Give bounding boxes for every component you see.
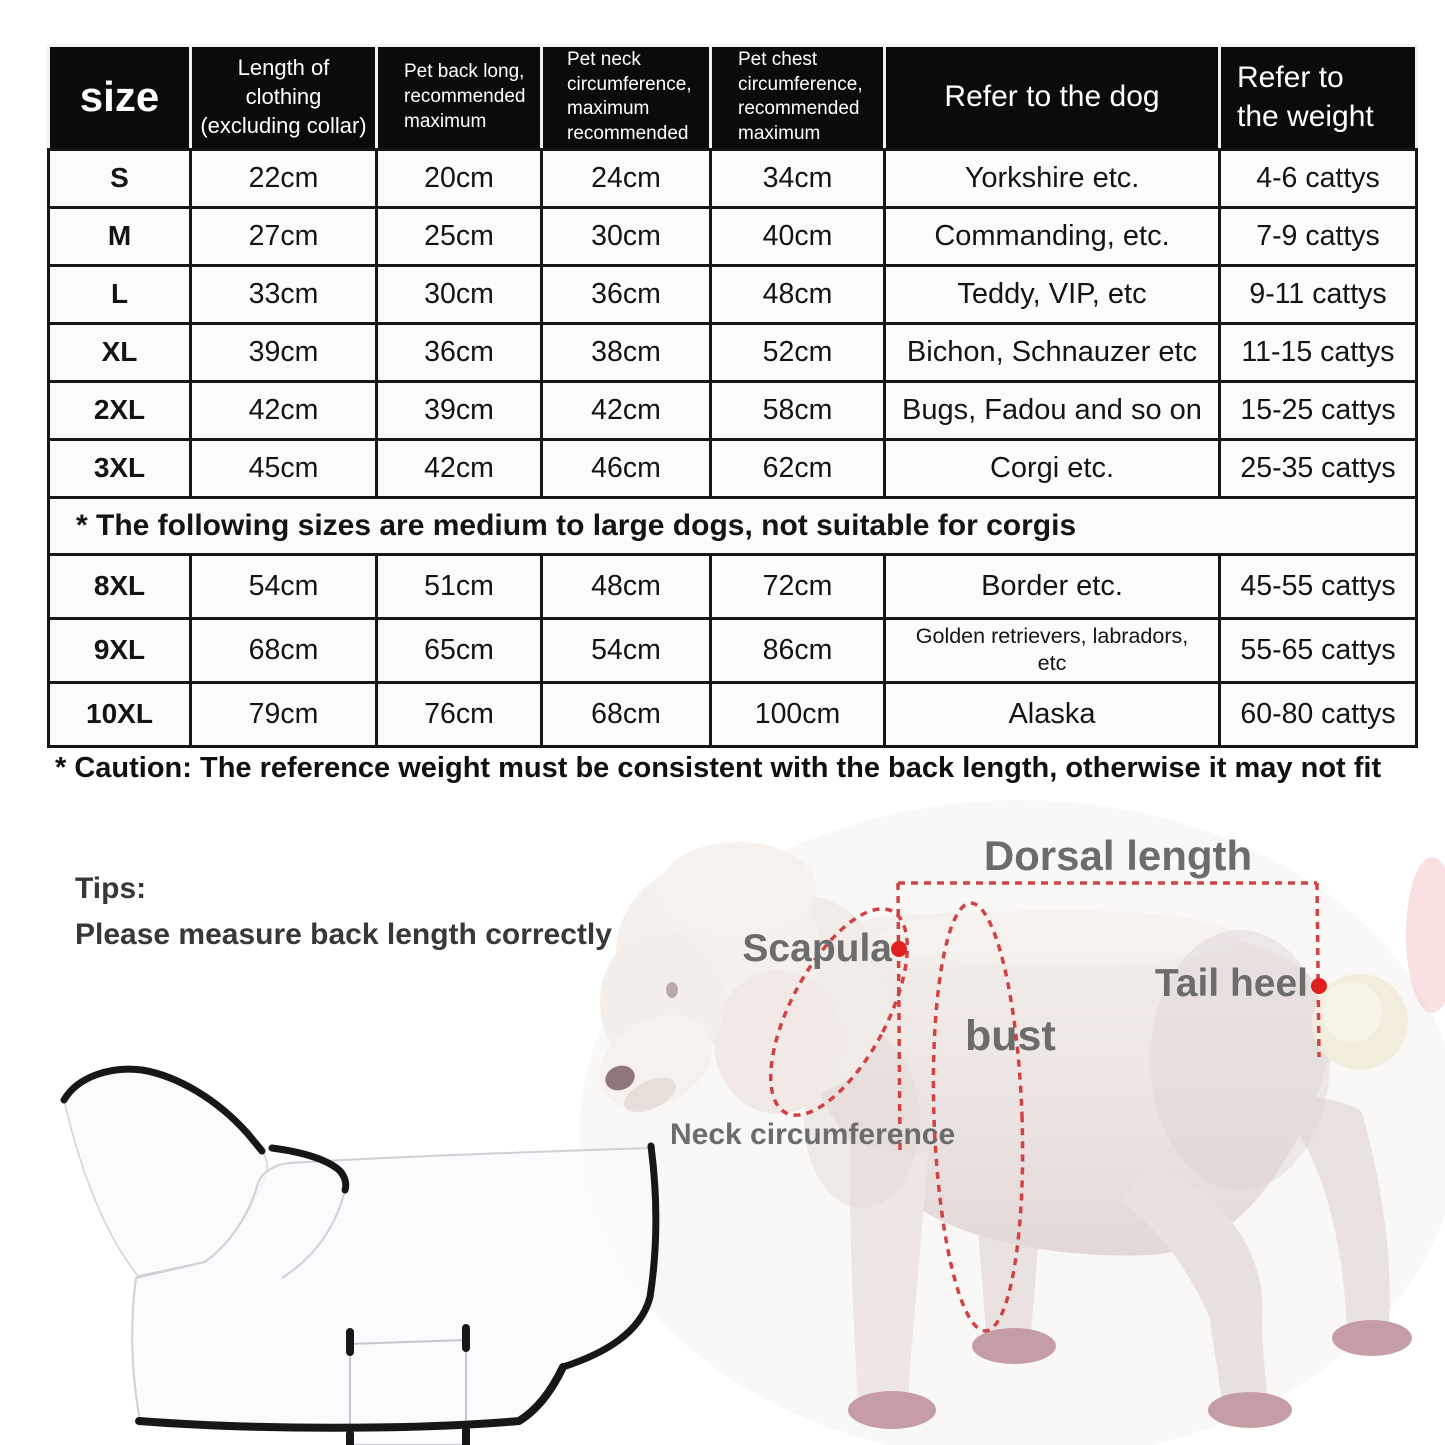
dog-eye xyxy=(666,982,678,998)
table-cell: 38cm xyxy=(542,323,711,381)
column-header-chest: Pet chest circumference, recommended maximum xyxy=(711,46,885,150)
table-cell: S xyxy=(49,149,191,207)
tail-heel-label: Tail heel xyxy=(1154,962,1308,1005)
table-cell: Teddy, VIP, etc xyxy=(885,265,1220,323)
dorsal-length-label: Dorsal length xyxy=(983,832,1253,879)
table-cell: 46cm xyxy=(542,439,711,497)
table-cell: 20cm xyxy=(377,149,542,207)
table-cell: M xyxy=(49,207,191,265)
table-cell: 3XL xyxy=(49,439,191,497)
raincoat-illustration xyxy=(64,1069,656,1445)
table-cell: 24cm xyxy=(542,149,711,207)
table-cell: 65cm xyxy=(377,618,542,682)
table-cell: Bugs, Fadou and so on xyxy=(885,381,1220,439)
table-cell: 39cm xyxy=(377,381,542,439)
table-cell: 54cm xyxy=(191,554,377,618)
table-cell: 11-15 cattys xyxy=(1220,323,1417,381)
column-header-length: Length of clothing (excluding collar) xyxy=(191,46,377,150)
table-cell: 25cm xyxy=(377,207,542,265)
tips-line: Please measure back length correctly xyxy=(75,918,612,951)
table-cell: 4-6 cattys xyxy=(1220,149,1417,207)
scapula-label: Scapula xyxy=(742,927,892,970)
table-cell: 39cm xyxy=(191,323,377,381)
table-cell: 42cm xyxy=(377,439,542,497)
table-cell: 22cm xyxy=(191,149,377,207)
table-cell: 30cm xyxy=(377,265,542,323)
table-cell: 45-55 cattys xyxy=(1220,554,1417,618)
table-cell: 45cm xyxy=(191,439,377,497)
table-cell: 7-9 cattys xyxy=(1220,207,1417,265)
table-cell: Border etc. xyxy=(885,554,1220,618)
table-cell: 30cm xyxy=(542,207,711,265)
neck-circumference-label: Neck circumference xyxy=(670,1118,956,1151)
table-cell: L xyxy=(49,265,191,323)
table-cell: 27cm xyxy=(191,207,377,265)
tail-heel-marker-dot xyxy=(1311,978,1327,994)
table-cell: 79cm xyxy=(191,682,377,746)
table-cell: 36cm xyxy=(377,323,542,381)
table-cell: 55-65 cattys xyxy=(1220,618,1417,682)
table-cell: 48cm xyxy=(542,554,711,618)
table-cell: 8XL xyxy=(49,554,191,618)
table-cell: 36cm xyxy=(542,265,711,323)
column-header-neck: Pet neck circumference, maximum recommended xyxy=(542,46,711,150)
tips-title: Tips: xyxy=(75,872,147,905)
table-cell: 51cm xyxy=(377,554,542,618)
bust-label: bust xyxy=(965,1012,1056,1060)
table-cell: 40cm xyxy=(711,207,885,265)
table-cell: 60-80 cattys xyxy=(1220,682,1417,746)
column-header-back: Pet back long, recommended maximum xyxy=(377,46,542,150)
table-cell: 25-35 cattys xyxy=(1220,439,1417,497)
table-cell: Alaska xyxy=(885,682,1220,746)
table-cell: 34cm xyxy=(711,149,885,207)
table-cell: 52cm xyxy=(711,323,885,381)
table-cell: 33cm xyxy=(191,265,377,323)
table-cell: 2XL xyxy=(49,381,191,439)
table-cell: Yorkshire etc. xyxy=(885,149,1220,207)
note-text: * The following sizes are medium to large dogs, not suitable for corgis xyxy=(49,497,1417,554)
table-cell: 15-25 cattys xyxy=(1220,381,1417,439)
table-cell: 62cm xyxy=(711,439,885,497)
table-cell: 100cm xyxy=(711,682,885,746)
table-cell: Corgi etc. xyxy=(885,439,1220,497)
table-cell: 42cm xyxy=(542,381,711,439)
scapula-guide-line xyxy=(898,883,900,1150)
table-cell: 10XL xyxy=(49,682,191,746)
table-cell: 86cm xyxy=(711,618,885,682)
column-header-weight: Refer to the weight xyxy=(1220,46,1417,150)
table-cell: Bichon, Schnauzer etc xyxy=(885,323,1220,381)
table-cell: Commanding, etc. xyxy=(885,207,1220,265)
column-header-size: size xyxy=(49,46,191,150)
table-cell: 42cm xyxy=(191,381,377,439)
table-cell: 48cm xyxy=(711,265,885,323)
table-cell: 68cm xyxy=(542,682,711,746)
table-cell: 54cm xyxy=(542,618,711,682)
table-cell: Golden retrievers, labradors, etc xyxy=(885,618,1220,682)
column-header-dog: Refer to the dog xyxy=(885,46,1220,150)
scapula-marker-dot xyxy=(891,941,907,957)
table-cell: 58cm xyxy=(711,381,885,439)
table-cell: 72cm xyxy=(711,554,885,618)
table-cell: 9XL xyxy=(49,618,191,682)
table-cell: XL xyxy=(49,323,191,381)
table-cell: 76cm xyxy=(377,682,542,746)
table-cell: 68cm xyxy=(191,618,377,682)
caution-text: * Caution: The reference weight must be consistent with the back length, otherwise it may not fit xyxy=(55,752,1382,784)
table-cell: 9-11 cattys xyxy=(1220,265,1417,323)
